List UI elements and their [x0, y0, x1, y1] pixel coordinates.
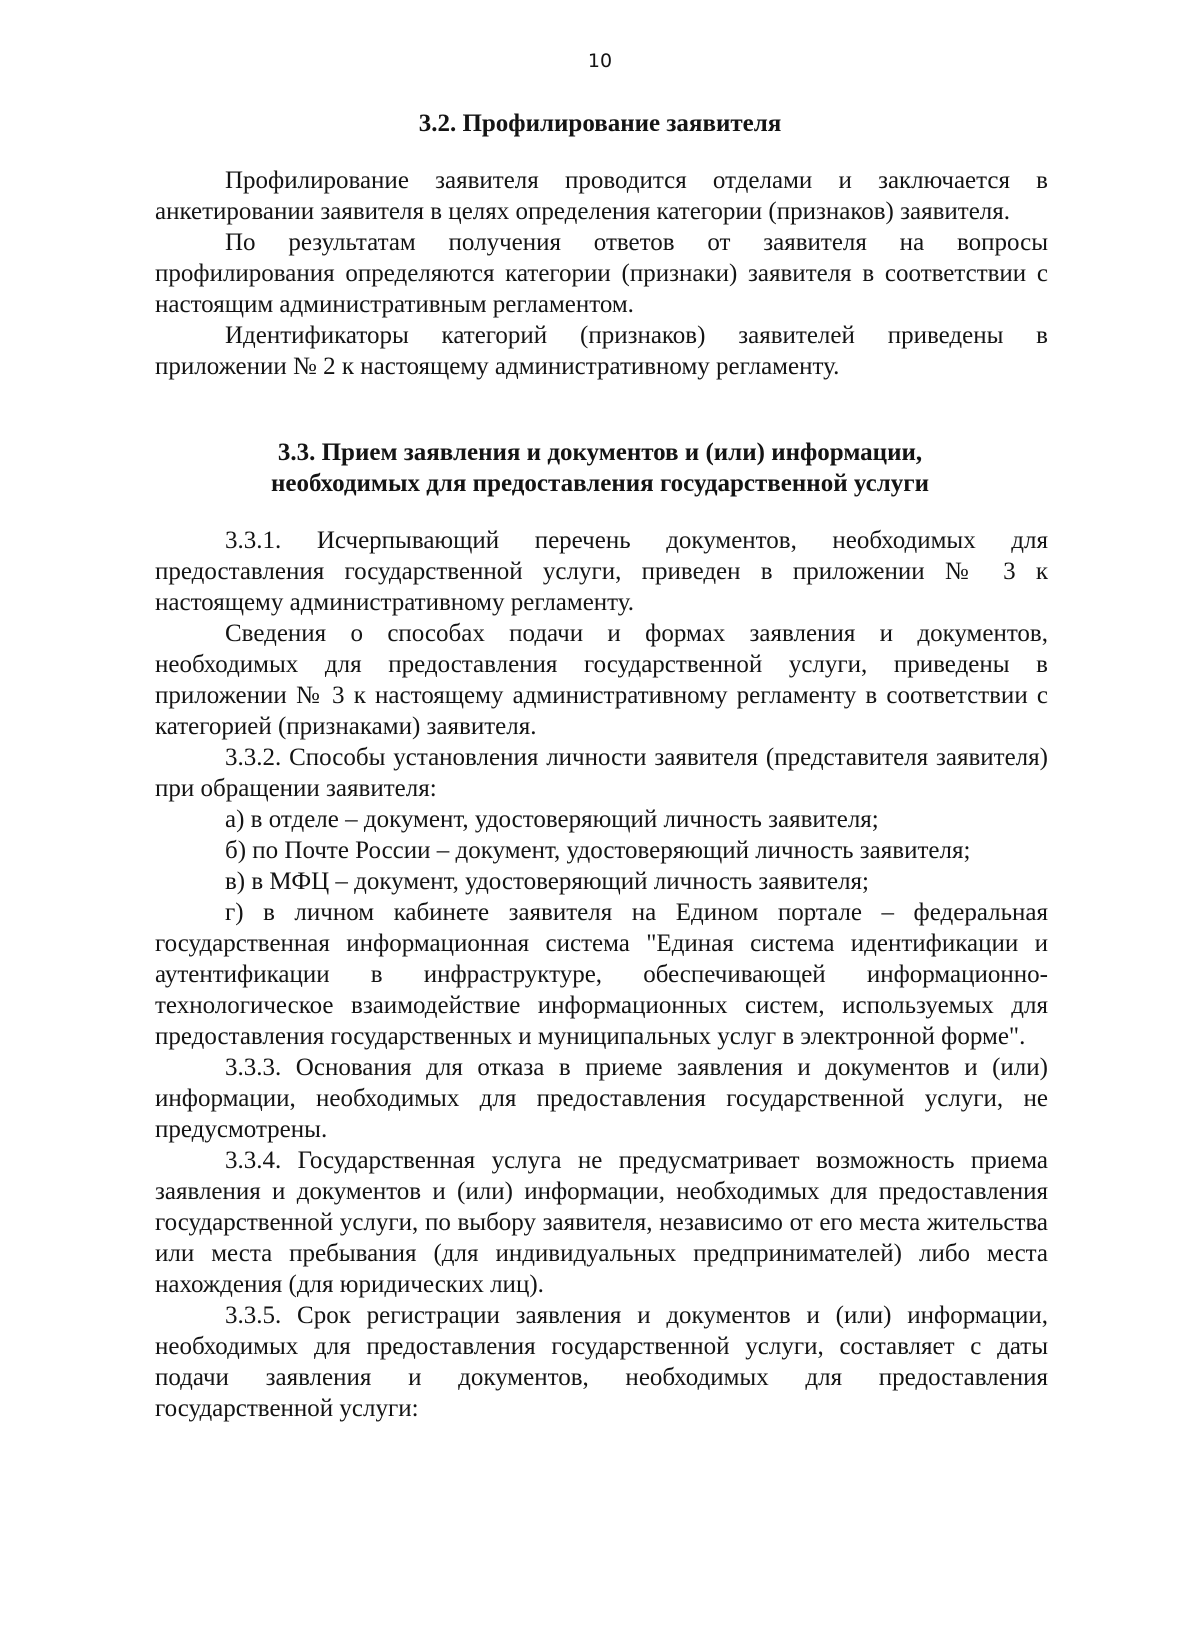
page-number: 10	[587, 50, 613, 72]
paragraph: 3.3.5. Срок регистрации заявления и документов и (или) информации, необходимых для предоставления государственной услуги, составляет с даты подачи заявления и документов, необходимых для предоставления государственной услуги:	[155, 1302, 1048, 1422]
section-3-2-heading: 3.2. Профилирование заявителя	[418, 110, 782, 137]
list-item: а) в отделе – документ, удостоверяющий личность заявителя;	[225, 806, 879, 833]
section-3-3-heading-line-1: 3.3. Прием заявления и документов и (или) информации,	[277, 439, 923, 466]
section-3-3-body	[155, 525, 1048, 1424]
paragraph: 3.3.2. Способы установления личности заявителя (представителя заявителя) при обращении заявителя:	[155, 744, 1048, 802]
paragraph: Сведения о способах подачи и формах заявления и документов, необходимых для предоставления государственной услуги, приведены в приложении № 3 к настоящему административному регламенту в соответствии с категорией (признаками) заявителя.	[155, 620, 1048, 740]
paragraph: 3.3.4. Государственная услуга не предусматривает возможность приема заявления и документов и (или) информации, необходимых для предоставления государственной услуги, по выбору заявителя, независимо от его места жительства или места пребывания (для индивидуальных предпринимателей) либо места нахождения (для юридических лиц).	[155, 1147, 1048, 1298]
section-3-3-heading-line-2: необходимых для предоставления государственной услуги	[271, 470, 929, 497]
paragraph: Идентификаторы категорий (признаков) заявителей приведены в приложении № 2 к настоящему административному регламенту.	[155, 322, 1048, 380]
paragraph: 3.3.3. Основания для отказа в приеме заявления и документов и (или) информации, необходимых для предоставления государственной услуги, не предусмотрены.	[155, 1054, 1048, 1143]
list-item: б) по Почте России – документ, удостоверяющий личность заявителя;	[225, 837, 971, 864]
list-item: г) в личном кабинете заявителя на Едином портале – федеральная государственная информационная система "Единая система идентификации и аутентификации в инфраструктуре, обеспечивающей информационно-технологическое взаимодействие информационных систем, используемых для предоставления государственных и муниципальных услуг в электронной форме".	[155, 899, 1048, 1050]
paragraph: Профилирование заявителя проводится отделами и заключается в анкетировании заявителя в целях определения категории (признаков) заявителя.	[155, 167, 1048, 225]
paragraph: По результатам получения ответов от заявителя на вопросы профилирования определяются категории (признаки) заявителя в соответствии с настоящим административным регламентом.	[155, 229, 1048, 318]
paragraph: 3.3.1. Исчерпывающий перечень документов, необходимых для предоставления государственной услуги, приведен в приложении № 3 к настоящему административному регламенту.	[155, 527, 1048, 616]
list-item: в) в МФЦ – документ, удостоверяющий личность заявителя;	[225, 868, 870, 895]
section-3-2-body	[155, 165, 1048, 382]
